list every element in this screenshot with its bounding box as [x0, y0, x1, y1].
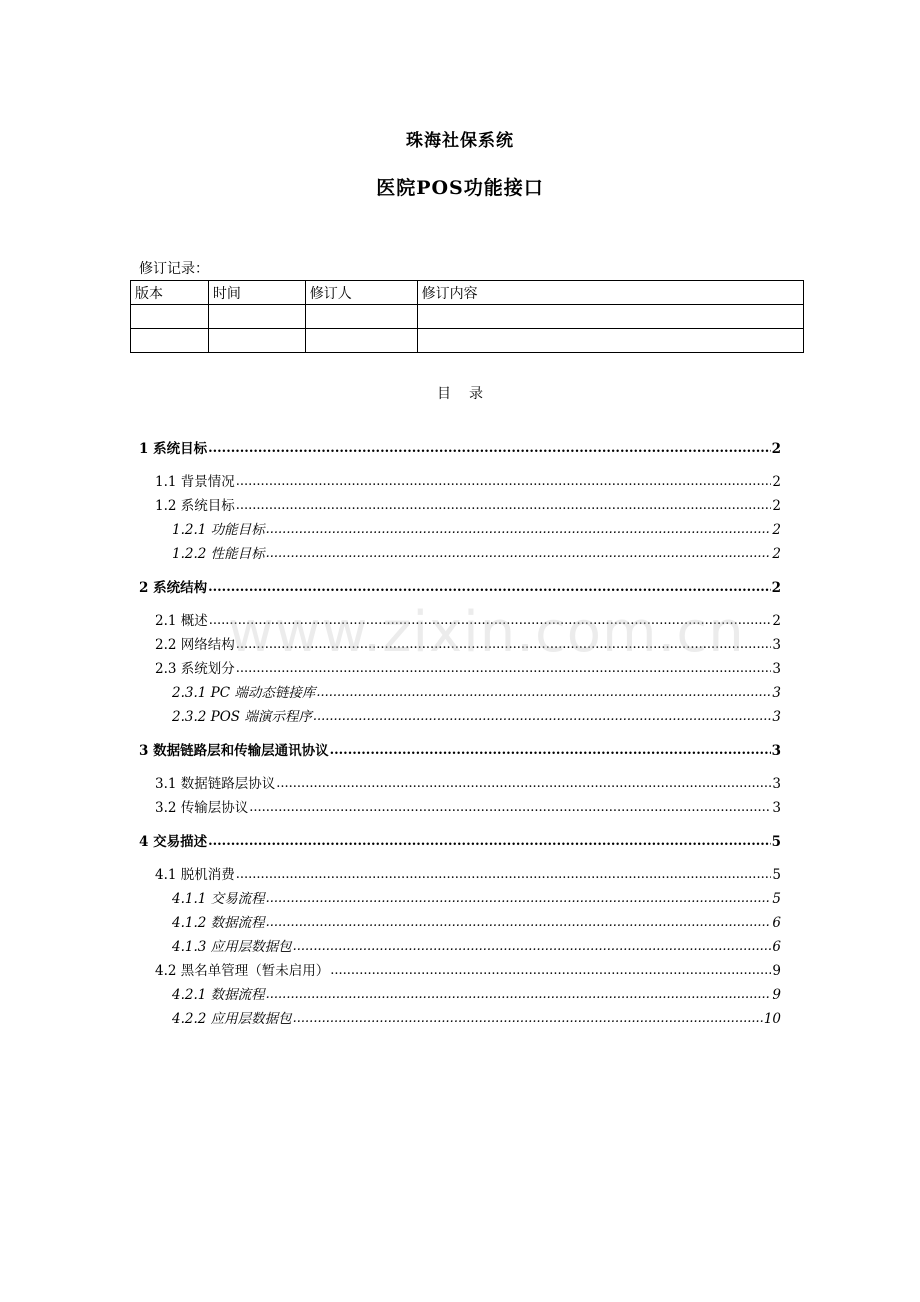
toc-leader-dots [313, 709, 772, 725]
toc-page-number: 9 [772, 987, 781, 1003]
toc-entry-label: 1.1 背景情况 [155, 474, 235, 490]
toc-leader-dots [209, 613, 772, 629]
watermark: www.zixin.com.cn [228, 600, 745, 665]
revision-cell [131, 305, 209, 329]
toc-entry-label: 4.1.3 应用层数据包 [172, 939, 292, 955]
toc-entry-label: 2.1 概述 [155, 613, 208, 629]
revision-header-row [131, 281, 804, 305]
toc-page-number: 5 [772, 891, 781, 907]
toc-page-number: 3 [771, 743, 781, 759]
toc-entry-label: 4.1.2 数据流程 [172, 915, 265, 931]
toc-leader-dots [293, 939, 772, 955]
toc-entry-label: 4.2 黑名单管理（暂未启用） [155, 963, 330, 979]
toc-entry[interactable] [172, 546, 781, 562]
toc-page-number: 2 [771, 441, 781, 457]
toc-entry[interactable] [155, 661, 781, 677]
toc-leader-dots [266, 915, 772, 931]
revision-cell [208, 305, 305, 329]
toc-entry-label: 4.2.1 数据流程 [172, 987, 265, 1003]
toc-page-number: 3 [772, 800, 781, 816]
toc-heading: 目录 [437, 386, 501, 402]
revision-header-version: 版本 [131, 281, 209, 305]
toc-entry[interactable] [139, 580, 781, 596]
toc-entry[interactable] [172, 915, 781, 931]
toc-entry-label: 3.2 传输层协议 [155, 800, 249, 816]
toc-entry[interactable] [155, 867, 781, 883]
toc-entry-label: 2.3 系统划分 [155, 661, 235, 677]
toc-page-number: 3 [772, 776, 781, 792]
toc-page-number: 5 [771, 834, 781, 850]
toc-entry[interactable] [172, 891, 781, 907]
toc-entry-label: 1.2 系统目标 [155, 498, 235, 514]
revision-table [130, 280, 804, 353]
toc-entry[interactable] [155, 498, 781, 514]
revision-header-time: 时间 [208, 281, 305, 305]
revision-row [131, 305, 804, 329]
toc-leader-dots [208, 834, 771, 850]
toc-entry[interactable] [172, 709, 781, 725]
toc-entry[interactable] [155, 613, 781, 629]
toc-entry-label: 3.1 数据链路层协议 [155, 776, 276, 792]
toc-entry[interactable] [155, 776, 781, 792]
toc-entry-label: 2 系统结构 [139, 580, 208, 596]
toc-entry-label: 1.2.1 功能目标 [172, 522, 265, 538]
toc-leader-dots [249, 800, 771, 816]
toc-entry-label: 2.2 网络结构 [155, 637, 235, 653]
toc-entry[interactable] [172, 685, 781, 701]
toc-entry[interactable] [172, 522, 781, 538]
document-title: 珠海社保系统 [406, 131, 514, 151]
toc-entry-label: 2.3.1 PC 端动态链接库 [172, 685, 316, 701]
toc-leader-dots [208, 580, 771, 596]
revision-header-reviser: 修订人 [305, 281, 417, 305]
toc-page-number: 2 [772, 546, 781, 562]
revision-row [131, 329, 804, 353]
toc-entry[interactable] [155, 474, 781, 490]
toc-leader-dots [236, 498, 772, 514]
toc-page-number: 6 [772, 915, 781, 931]
toc-page-number: 10 [763, 1011, 781, 1027]
revision-cell [417, 305, 803, 329]
toc-leader-dots [266, 987, 772, 1003]
revision-label: 修订记录： [139, 261, 209, 277]
toc-leader-dots [266, 546, 772, 562]
toc-page-number: 6 [772, 939, 781, 955]
toc-page-number: 3 [772, 661, 781, 677]
revision-cell [208, 329, 305, 353]
toc-page-number: 2 [772, 498, 781, 514]
toc-page-number: 9 [772, 963, 781, 979]
toc-leader-dots [266, 891, 772, 907]
toc-entry-label: 1 系统目标 [139, 441, 208, 457]
toc-page-number: 2 [772, 613, 781, 629]
toc-leader-dots [316, 685, 771, 701]
toc-entry[interactable] [155, 963, 781, 979]
toc-leader-dots [330, 963, 771, 979]
toc-entry[interactable] [139, 441, 781, 457]
toc-leader-dots [236, 637, 772, 653]
revision-cell [131, 329, 209, 353]
toc-page-number: 2 [772, 474, 781, 490]
toc-leader-dots [208, 441, 771, 457]
revision-header-content: 修订内容 [417, 281, 803, 305]
toc-entry-label: 4.2.2 应用层数据包 [172, 1011, 292, 1027]
revision-cell [305, 329, 417, 353]
toc-page-number: 3 [772, 685, 781, 701]
toc-entry[interactable] [172, 1011, 781, 1027]
toc-page-number: 5 [772, 867, 781, 883]
document-subtitle: 医院POS功能接口 [376, 177, 544, 199]
toc-entry[interactable] [155, 800, 781, 816]
toc-page-number: 2 [771, 580, 781, 596]
toc-leader-dots [236, 661, 772, 677]
toc-leader-dots [236, 474, 772, 490]
toc-page-number: 3 [772, 709, 781, 725]
toc-leader-dots [266, 522, 772, 538]
revision-cell [417, 329, 803, 353]
toc-page-number: 2 [772, 522, 781, 538]
toc-entry[interactable] [155, 637, 781, 653]
toc-page-number: 3 [772, 637, 781, 653]
toc-entry[interactable] [172, 939, 781, 955]
toc-entry-label: 1.2.2 性能目标 [172, 546, 265, 562]
toc-entry-label: 2.3.2 POS 端演示程序 [172, 709, 312, 725]
toc-leader-dots [276, 776, 771, 792]
toc-entry-label: 4.1.1 交易流程 [172, 891, 265, 907]
toc-leader-dots [330, 743, 771, 759]
toc-entry[interactable] [172, 987, 781, 1003]
toc-entry[interactable] [139, 834, 781, 850]
toc-leader-dots [236, 867, 772, 883]
revision-cell [305, 305, 417, 329]
toc-entry-label: 4 交易描述 [139, 834, 208, 850]
toc-entry-label: 4.1 脱机消费 [155, 867, 235, 883]
toc-entry[interactable] [139, 743, 781, 759]
toc-entry-label: 3 数据链路层和传输层通讯协议 [139, 743, 329, 759]
toc-leader-dots [293, 1011, 763, 1027]
